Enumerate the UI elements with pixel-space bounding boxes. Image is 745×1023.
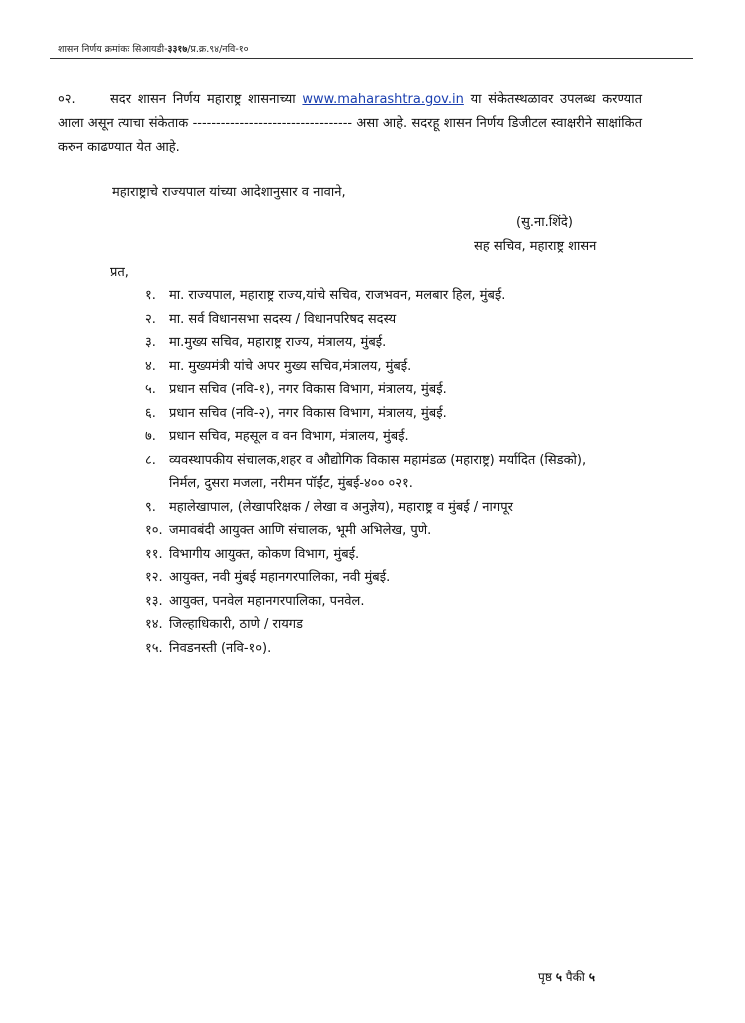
- page-footer: [538, 968, 595, 985]
- item-number: ६.: [145, 405, 156, 421]
- item-text-continuation: निर्मल, दुसरा मजला, नरीमन पॉईंट, मुंबई-४०० ०२१.: [169, 476, 413, 491]
- item-number: ११.: [145, 546, 163, 562]
- footer-page-total: ५: [588, 970, 595, 984]
- item-text: प्रधान सचिव (नवि-१), नगर विकास विभाग, मंत्रालय, मुंबई.: [169, 382, 447, 397]
- copy-to-label: प्रत,: [110, 265, 129, 280]
- paragraph-text-before: सदर शासन निर्णय महाराष्ट्र शासनाच्या: [110, 92, 303, 107]
- signatory-name: (सु.ना.शिंदे): [516, 215, 573, 230]
- item-text: आयुक्त, पनवेल महानगरपालिका, पनवेल.: [169, 593, 365, 609]
- item-number: ९.: [145, 499, 156, 515]
- item-number: १४.: [145, 617, 163, 632]
- list-item: [145, 590, 586, 614]
- order-line: महाराष्ट्राचे राज्यपाल यांच्या आदेशानुसार व नावाने,: [112, 185, 346, 200]
- item-text: जमावबंदी आयुक्त आणि संचालक, भूमी अभिलेख, पुणे.: [169, 523, 432, 538]
- item-text: मा. मुख्यमंत्री यांचे अपर मुख्य सचिव,मंत्रालय, मुंबई.: [169, 358, 412, 374]
- list-item: [145, 402, 586, 426]
- item-text: निवडनस्ती (नवि-१०).: [169, 640, 272, 656]
- website-link[interactable]: www.maharashtra.gov.in: [302, 92, 464, 107]
- list-item: [145, 449, 586, 496]
- header-divider: [50, 58, 693, 59]
- item-text: महालेखापाल, (लेखापरिक्षक / लेखा व अनुज्ञेय), महाराष्ट्र व मुंबई / नागपूर: [169, 499, 513, 515]
- item-number: ५.: [145, 382, 156, 397]
- list-item: [145, 613, 586, 637]
- paragraph-text-after: या संकेतस्थळावर उपलब्ध करण्यात आला असून त्याचा संकेताक ---------------------------------- असा आहे. सदरहू शासन निर्णय डिजीटल स्वाक्षरीने साक्षांकित करुन काढण्यात येत आहे.: [58, 92, 642, 155]
- list-item: [145, 543, 586, 567]
- item-number: ३.: [145, 335, 156, 350]
- list-item: [145, 637, 586, 661]
- recipient-list: [145, 284, 586, 660]
- list-item: [145, 284, 586, 308]
- header-number: ३३१७: [167, 44, 188, 55]
- list-item: [145, 566, 586, 590]
- item-text: जिल्हाधिकारी, ठाणे / रायगड: [169, 617, 304, 632]
- item-text: मा.मुख्य सचिव, महाराष्ट्र राज्य, मंत्रालय, मुंबई.: [169, 335, 387, 350]
- item-number: २.: [145, 311, 156, 327]
- document-header: [58, 42, 249, 55]
- item-number: १.: [145, 288, 156, 303]
- item-number: ८.: [145, 452, 156, 468]
- list-item: [145, 308, 586, 332]
- list-item: [145, 519, 586, 543]
- item-text: आयुक्त, नवी मुंबई महानगरपालिका, नवी मुंबई.: [169, 570, 391, 585]
- paragraph-number: ०२.: [58, 92, 76, 107]
- item-number: ४.: [145, 358, 156, 374]
- list-item: [145, 355, 586, 379]
- item-number: १३.: [145, 593, 163, 609]
- item-number: १०.: [145, 523, 163, 538]
- item-text: प्रधान सचिव (नवि-२), नगर विकास विभाग, मंत्रालय, मुंबई.: [169, 405, 447, 421]
- footer-page-number: ५: [555, 970, 562, 984]
- item-text: प्रधान सचिव, महसूल व वन विभाग, मंत्रालय, मुंबई.: [169, 429, 409, 444]
- header-suffix: /प्र.क्र.९४/नवि-१०: [187, 44, 249, 55]
- signatory-designation: सह सचिव, महाराष्ट्र शासन: [474, 239, 597, 254]
- list-item: [145, 425, 586, 449]
- list-item: [145, 378, 586, 402]
- header-prefix: शासन निर्णय क्रमांकः सिआयडी-: [58, 44, 168, 55]
- item-text: मा. राज्यपाल, महाराष्ट्र राज्य,यांचे सचिव, राजभवन, मलबार हिल, मुंबई.: [169, 288, 506, 303]
- footer-label: पृष्ठ: [538, 970, 556, 984]
- list-item: [145, 496, 586, 520]
- footer-of: पैकी: [561, 970, 589, 984]
- item-text: व्यवस्थापकीय संचालक,शहर व औद्योगिक विकास महामंडळ (महाराष्ट्र) मर्यादित (सिडको),: [169, 452, 587, 468]
- list-item: [145, 331, 586, 355]
- item-text: मा. सर्व विधानसभा सदस्य / विधानपरिषद सदस्य: [169, 311, 397, 327]
- item-number: १२.: [145, 570, 163, 585]
- item-number: १५.: [145, 640, 163, 656]
- item-text: विभागीय आयुक्त, कोकण विभाग, मुंबई.: [169, 546, 360, 562]
- item-number: ७.: [145, 429, 156, 444]
- paragraph-02: [58, 88, 642, 160]
